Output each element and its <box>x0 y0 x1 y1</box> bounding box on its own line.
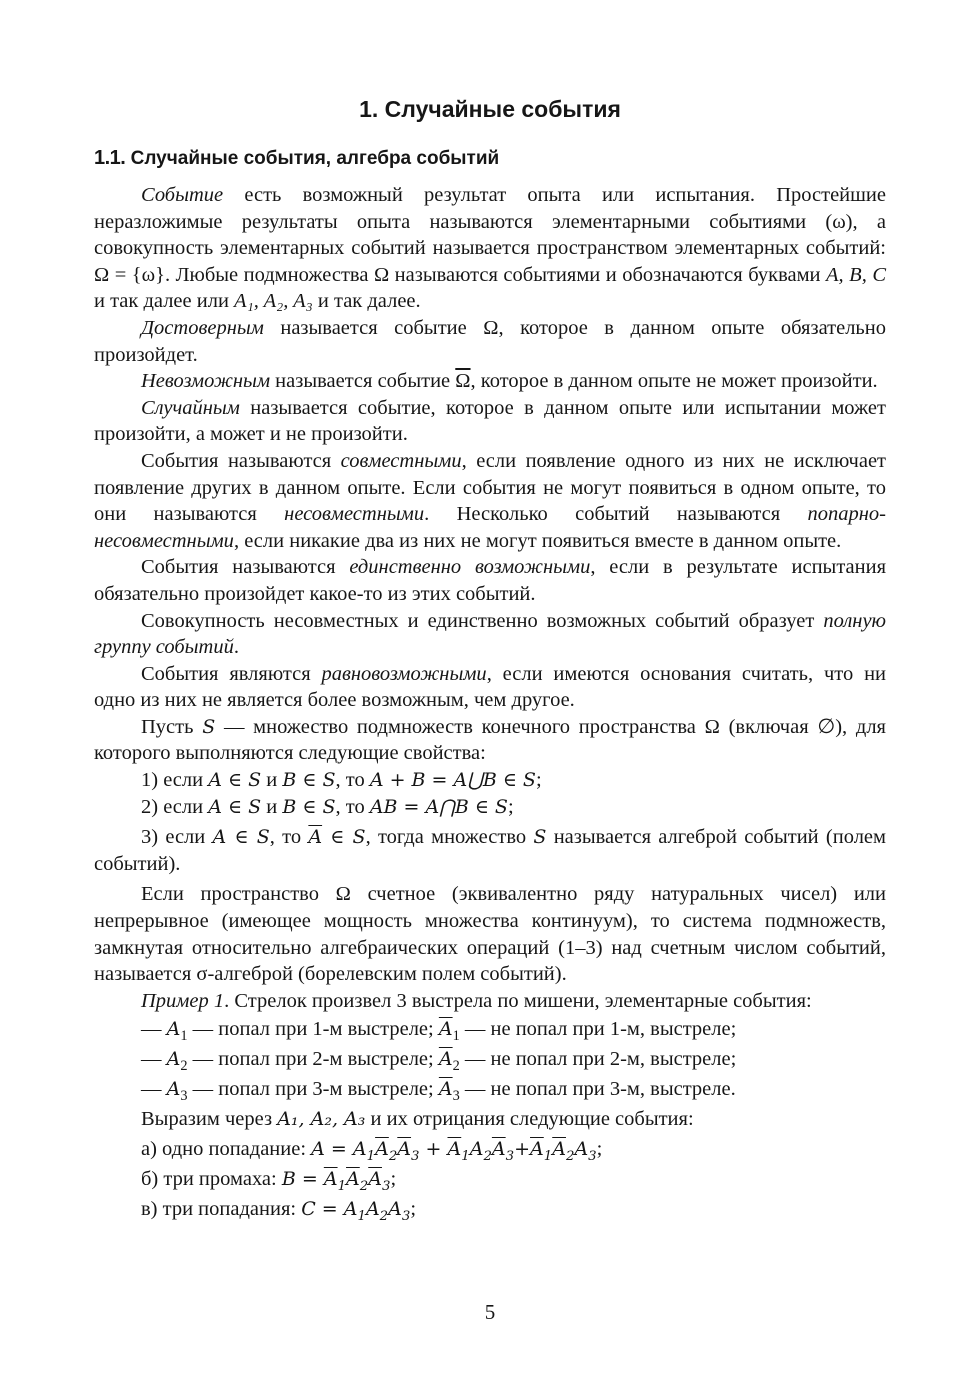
example-case-a: а) одно попадание: $A = A_1\overline{A}_2\overline{A}_3 + \overline{A}_1A_2\overline{A}_3+\overline{A}_1\overline{A}_2A_3$; <box>141 1138 603 1165</box>
chapter-title: 1. Случайные события <box>359 96 621 122</box>
paragraph-event-definition: Событие есть возможный результат опыта или испытания. Простейшие неразложимые результаты опыта называются элементарными событиями (ω), а совокупность элементарных событий называется пространством элементарных событий: Ω = {ω}. Любые подмножества Ω называются событиями и обозначаются буквами A, B, C и так далее или A₁, A₂, A₃ и так далее. <box>94 184 887 313</box>
example-case-b: б) три промаха: $B = \overline{A}_1\overline{A}_2\overline{A}_3$; <box>141 1168 397 1195</box>
section-number: 1.1. <box>94 147 126 169</box>
section-heading <box>94 145 499 172</box>
paragraph-sigma-algebra: Если пространство Ω счетное (эквивалентно ряду натуральных чисел) или непрерывное (имеющее мощность множества континуум), то система подмножеств, замкнутая относительно алгебраических операций (1–3) над счетным числом событий, называется σ-алгеброй (борелевским полем событий). <box>94 883 886 986</box>
section-title: Случайные события, алгебра событий <box>130 148 500 169</box>
paragraph-full-group: Совокупность несовместных и единственно возможных событий образует полную группу событий. <box>94 609 886 659</box>
rule-1: 1) если A ∈ S и B ∈ S, то A + B = A⋃B ∈ S; <box>141 769 542 792</box>
paragraph-unique-possible: События называются единственно возможными, если в результате испытания обязательно произойдет какое-то из этих событий. <box>94 556 886 605</box>
paragraph-equiprobable: События являются равновозможными, если имеются основания считать, что ни одно из них не является более возможным, чем другое. <box>94 662 887 712</box>
paragraph-impossible-event: Невозможным называется событие $\overline{\Omega}$, которое в данном опыте не может произойти. <box>141 370 878 393</box>
paragraph-compatible-events: События называются совместными, если появление одного из них не исключает появление других в данном опыте. Если события не могут появиться в одном опыте, то они называются несовместными. Несколько событий называются попарно-несовместными, если никакие два из них не могут появиться вместе в данном опыте. <box>94 449 886 552</box>
example-item-1: — $A_1$ — попал при 1-м выстреле; $\overline{A}_1$ — не попал при 1-м, выстреле; <box>141 1018 737 1045</box>
example-heading: Пример 1. Стрелок произвел 3 выстрела по мишени, элементарные события: <box>141 989 812 1012</box>
paragraph-algebra-intro: Пусть S — множество подмножеств конечного пространства Ω (включая ∅), для которого выполняются следующие свойства: <box>94 715 886 765</box>
paragraph-random-event: Случайным называется событие, которое в данном опыте или испытании может произойти, а может и не произойти. <box>94 396 886 446</box>
paragraph-certain-event: Достоверным называется событие Ω, которое в данном опыте обязательно произойдет. <box>94 316 886 366</box>
omega-bar: $\overline{\Omega}$ <box>455 370 471 393</box>
rule-3: 3) если A ∈ S, то $\overline{A}$ ∈ S, тогда множество S называется алгеброй событий (полем событий). <box>94 826 886 875</box>
rule-2: 2) если A ∈ S и B ∈ S, то AB = A⋂B ∈ S; <box>141 795 514 818</box>
example-item-3: — $A_3$ — попал при 3-м выстреле; $\overline{A}_3$ — не попал при 3-м, выстреле. <box>141 1078 736 1105</box>
example-item-2: — $A_2$ — попал при 2-м выстреле; $\overline{A}_2$ — не попал при 2-м, выстреле; <box>141 1048 737 1075</box>
page-number: 5 <box>484 1300 496 1324</box>
example-case-c: в) три попадания: $C = A_1A_2A_3$; <box>141 1198 417 1225</box>
body-text <box>94 182 886 1224</box>
example-express: Выразим через A₁, A₂, A₃ и их отрицания следующие события: <box>141 1108 694 1131</box>
